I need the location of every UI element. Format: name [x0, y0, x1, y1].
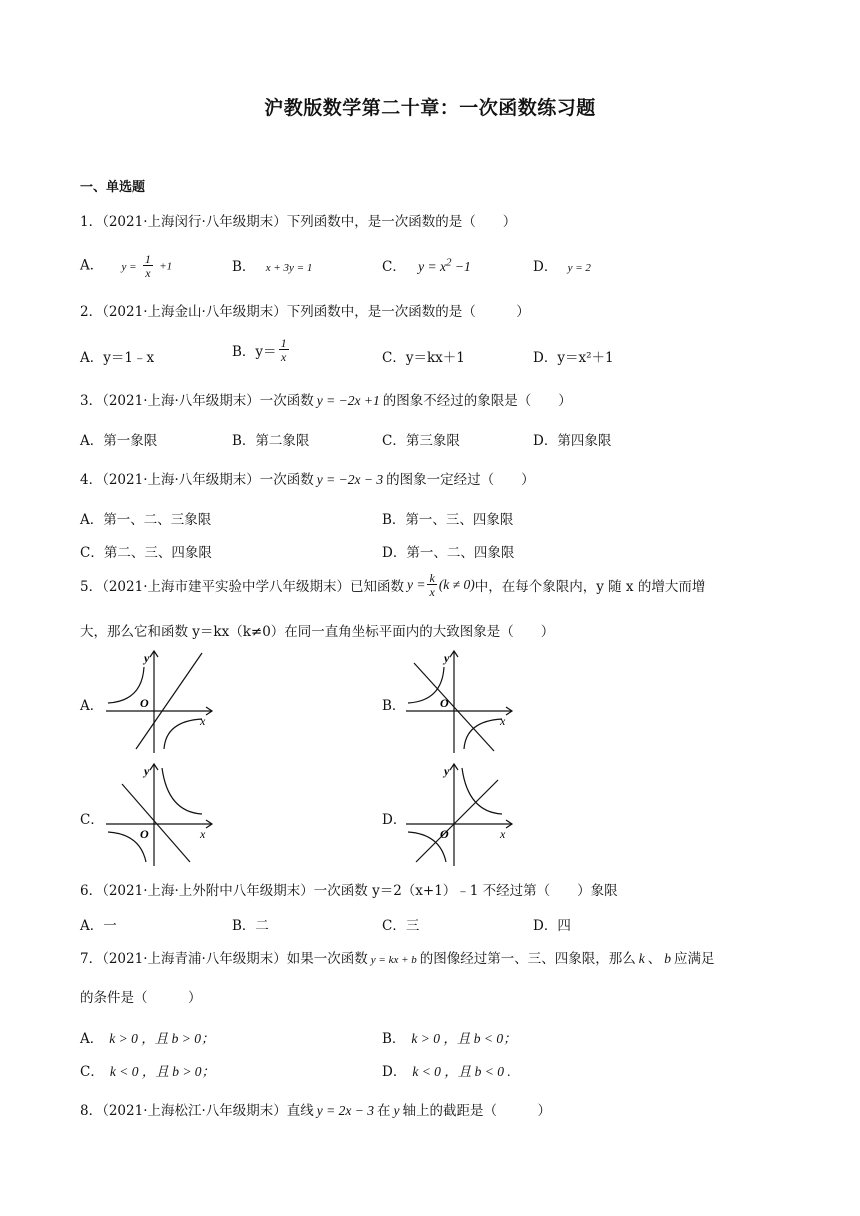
q5-graph-b	[402, 645, 522, 755]
q7-stem-sep: 、	[647, 951, 662, 967]
q2-option-b-label: B．y＝	[232, 344, 277, 360]
q3-option-a: A．第一象限	[80, 433, 158, 449]
q2-b-denominator: x	[280, 350, 287, 364]
q8-stem-y: y	[393, 1103, 400, 1118]
q4-stem-math: y = −2x − 3	[316, 472, 384, 487]
q7-stem-end: 应满足	[674, 951, 715, 967]
q7-option-b-label: B．	[382, 1031, 406, 1047]
hyperbola-branch-upper	[408, 667, 444, 703]
q3-option-b: B．第二象限	[232, 433, 310, 449]
origin-label: O	[440, 827, 449, 841]
q1-option-c-sup: 2	[445, 256, 452, 269]
q1-option-a-lhs: y =	[121, 260, 137, 273]
q7-stem-pre: 7．（2021·上海青浦·八年级期末）如果一次函数	[80, 951, 368, 967]
q7-option-d	[382, 1060, 511, 1080]
q1-option-a-fraction	[143, 253, 153, 279]
q4-stem-post: 的图象一定经过（ ）	[386, 472, 535, 488]
q1-option-a-rhs: +1	[159, 260, 173, 273]
q5-option-a-label: A．	[80, 698, 104, 714]
page-title: 沪教版数学第二十章：一次函数练习题	[264, 97, 596, 119]
q7-stem-post: 的图像经过第一、三、四象限，那么	[419, 951, 636, 967]
q6-option-c: C．三	[382, 918, 420, 934]
hyperbola-branch-upper	[462, 768, 502, 814]
q7-option-b-math: k > 0 ，且 b < 0；	[411, 1031, 517, 1046]
q3-stem-post: 的图象不经过的象限是（ ）	[382, 393, 572, 409]
origin-label: O	[440, 696, 449, 710]
question-4-stem	[80, 468, 535, 488]
q7-stem-b: b	[664, 951, 672, 966]
question-1-stem: 1．（2021·上海闵行·八年级期末）下列函数中，是一次函数的是（ ）	[80, 214, 517, 230]
q4-option-d: D．第一、二、四象限	[382, 545, 515, 561]
q3-stem-math: y = −2x +1	[316, 393, 380, 408]
q2-option-b	[232, 337, 291, 363]
q1-a-denominator: x	[145, 266, 151, 280]
q8-stem-end: 轴上的截距是（ ）	[402, 1103, 551, 1119]
hyperbola-branch-upper	[162, 768, 202, 814]
q6-option-b: B．二	[232, 918, 269, 934]
q7-option-c-label: C．	[80, 1064, 104, 1080]
q5-stem-fraction	[427, 572, 436, 598]
q5-graph-c	[102, 758, 222, 868]
q5-option-b-label: B．	[382, 698, 406, 714]
hyperbola-branch-upper	[108, 667, 144, 703]
q2-option-a: A．y＝1﹣x	[80, 350, 155, 366]
q1-option-b-math: x + 3y = 1	[265, 262, 313, 274]
line-graph	[416, 780, 498, 862]
q4-option-b: B．第一、三、四象限	[382, 512, 514, 528]
q5-stem-pre: 5．（2021·上海市建平实验中学八年级期末）已知函数	[80, 579, 404, 595]
q4-option-c: C．第二、三、四象限	[80, 545, 212, 561]
q7-option-d-label: D．	[382, 1064, 407, 1080]
q1-option-c-lhs: y = x	[418, 259, 446, 274]
y-label: y	[444, 651, 450, 665]
line-graph	[122, 784, 190, 862]
x-label: x	[500, 714, 506, 728]
q1-option-d-label: D．	[533, 259, 558, 275]
y-label: y	[144, 764, 150, 778]
q2-option-d: D．y＝x²＋1	[533, 350, 614, 366]
q5-option-d-label: D．	[382, 812, 407, 828]
question-2-stem: 2．（2021·上海金山·八年级期末）下列函数中，是一次函数的是（ ）	[80, 304, 530, 320]
q7-option-a	[80, 1027, 214, 1047]
q1-option-b	[232, 255, 312, 275]
q1-option-c	[382, 255, 471, 275]
q5-stem-condition: (k ≠ 0)	[438, 577, 475, 592]
x-label: x	[500, 827, 506, 841]
question-5-stem	[80, 572, 705, 598]
q3-option-c: C．第三象限	[382, 433, 460, 449]
q1-option-d	[533, 255, 591, 275]
q7-option-b	[382, 1027, 517, 1047]
q2-b-numerator: 1	[280, 336, 287, 350]
q5-numerator: k	[429, 571, 435, 585]
q2-option-b-fraction	[279, 337, 289, 363]
q1-option-c-rhs: −1	[451, 259, 471, 274]
question-6-stem: 6．（2021·上海·上外附中八年级期末）一次函数 y＝2（x+1）﹣1 不经过第（ ）象限	[80, 883, 618, 899]
q5-graph-a	[102, 645, 222, 755]
q5-stem-math-lhs: y =	[407, 577, 426, 592]
hyperbola-branch-lower	[164, 719, 202, 749]
q5-stem-post: 中，在每个象限内，y 随 x 的增大而增	[474, 579, 706, 595]
q7-option-c-math: k < 0 ，且 b > 0；	[109, 1064, 216, 1079]
question-5-stem-line2: 大，那么它和函数 y＝kx（k≠0）在同一直角坐标平面内的大致图象是（ ）	[80, 624, 555, 640]
q7-option-d-math: k < 0 ，且 b < 0 .	[412, 1064, 511, 1079]
question-3-stem	[80, 389, 572, 409]
q1-option-b-label: B．	[232, 259, 256, 275]
question-7-stem-line2: 的条件是（ ）	[80, 990, 202, 1006]
q4-option-a: A．第一、二、三象限	[80, 512, 212, 528]
origin-label: O	[140, 827, 149, 841]
q1-option-c-label: C．	[382, 259, 406, 275]
question-8-stem	[80, 1099, 551, 1119]
q5-graph-d	[402, 758, 522, 868]
q3-stem-pre: 3．（2021·上海·八年级期末）一次函数	[80, 393, 314, 409]
q4-stem-pre: 4．（2021·上海·八年级期末）一次函数	[80, 472, 314, 488]
q7-stem-k: k	[638, 951, 645, 966]
q8-stem-pre: 8．（2021·上海松江·八年级期末）直线	[80, 1103, 314, 1119]
q2-option-c: C．y＝kx＋1	[382, 350, 465, 366]
q7-option-a-math: k > 0 ，且 b > 0；	[109, 1031, 215, 1046]
q1-option-d-math: y = 2	[567, 262, 591, 274]
q8-stem-post: 在	[377, 1103, 391, 1119]
question-7-stem	[80, 947, 715, 967]
q1-option-a-label: A．	[80, 257, 104, 274]
y-label: y	[444, 764, 450, 778]
y-label: y	[144, 651, 150, 665]
q7-option-a-label: A．	[80, 1031, 104, 1047]
section-heading: 一、单选题	[80, 180, 146, 195]
x-label: x	[200, 827, 206, 841]
q5-denominator: x	[429, 585, 435, 599]
origin-label: O	[140, 696, 149, 710]
x-label: x	[200, 714, 206, 728]
q1-a-numerator: 1	[144, 252, 151, 266]
q3-option-d: D．第四象限	[533, 433, 612, 449]
q5-option-c-label: C．	[80, 812, 104, 828]
q7-option-c	[80, 1060, 215, 1080]
q6-option-a: A．一	[80, 918, 117, 934]
q8-stem-math: y = 2x − 3	[316, 1103, 374, 1118]
q7-stem-math: y = kx + b	[370, 954, 417, 966]
q6-option-d: D．四	[533, 918, 571, 934]
q1-option-a	[80, 253, 172, 279]
